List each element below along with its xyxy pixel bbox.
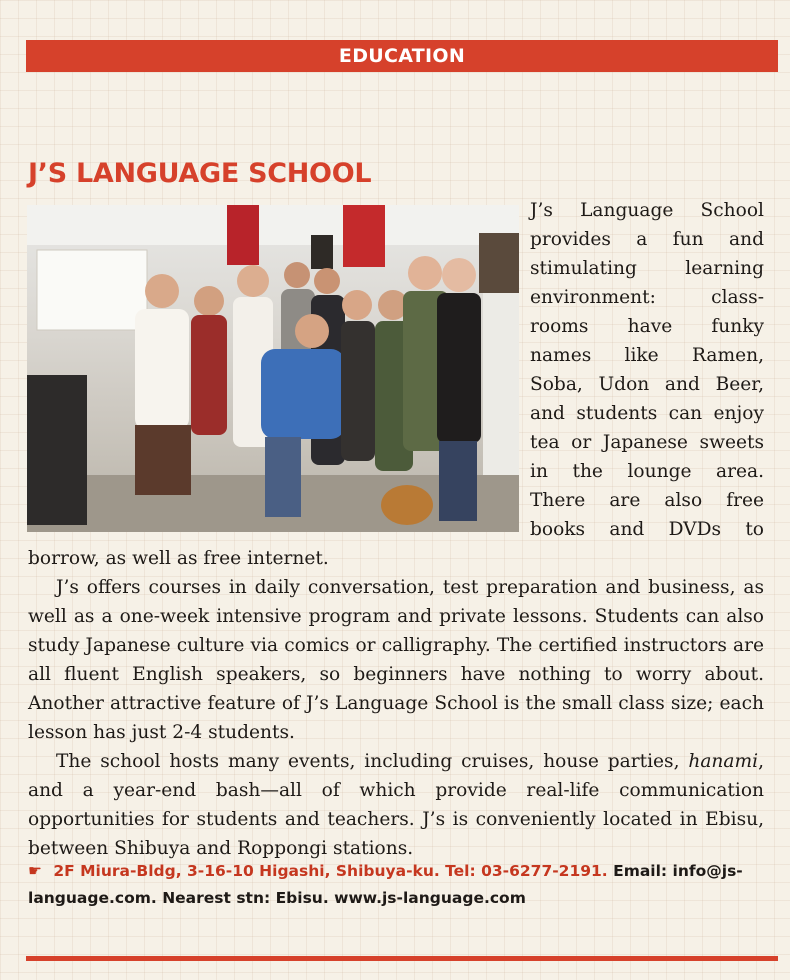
section-label: EDUCATION [338,45,466,67]
address: 2F Miura-Bldg, 3-16-10 Higashi, Shibuya-ku. [53,862,440,880]
paragraph-1: J’s Language School provides a fun and stimulating learning environment: class-rooms have funky names like Ramen, Soba, Udon and Beer, and students can enjoy tea or Japanese sweets in the lounge area. There are also free books and DVDs to borrow, as well as free internet. [28,200,764,569]
photo-float-space [28,196,530,532]
telephone: Tel: 03-6277-2191. [445,862,608,880]
paragraph-3-italic: hanami [688,751,759,772]
paragraph-3-text-a: The school hosts many events, including cruises, house parties, [56,751,689,772]
nearest-station: Nearest stn: Ebisu. [162,889,329,907]
website-link[interactable]: www.js-language.com [334,889,526,907]
section-banner [26,40,778,72]
bottom-rule [26,956,778,961]
article-body [28,196,764,863]
contact-info [28,858,764,912]
pointing-hand-icon: ☛ [28,862,42,880]
email-link[interactable]: Email: info@js-language.com. [28,862,743,907]
article-title: J’S LANGUAGE SCHOOL [28,158,372,189]
paragraph-3-text-b: , and a year-end bash—all of which provide real-life communication opportunities for students and teachers. J’s is conveniently located in Ebisu, between Shibuya and Roppongi stations. [28,751,764,859]
paragraph-2: J’s offers courses in daily conversation, test preparation and business, as well as a one-week intensive program and private lessons. Students can also study Japanese culture via comics or calligraphy. The certified instructors are all fluent English speakers, so beginners have nothing to worry about. Another attractive feature of J’s Language School is the small class size; each lesson has just 2-4 students. [28,577,764,743]
paragraph-3 [28,747,764,863]
